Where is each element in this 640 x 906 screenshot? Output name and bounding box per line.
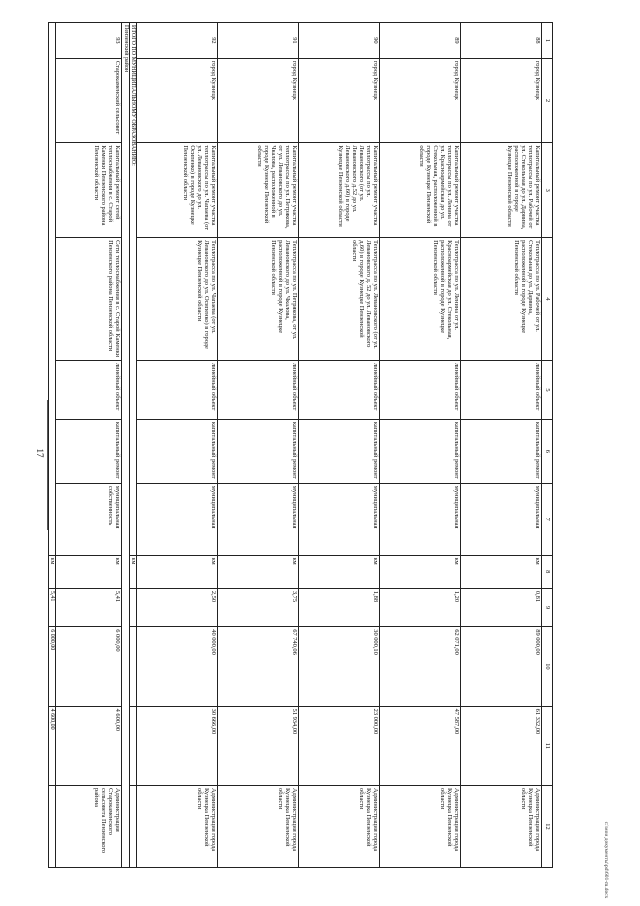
work-cell: Капитальный ремонт участка теплотрассы по ул. Чапаева (от ул. Левановского до ул. Осипенко) в городе Кузнецке Пензенской области xyxy=(137,143,218,238)
total-funds: 4 600,00 xyxy=(48,706,55,785)
table-row xyxy=(218,23,299,868)
object-cell: Теплотрасса по ул. Левановского (от ул. Левановского д. 52 до ул. Левановского д.60) в городе Кузнецке Пензенской области xyxy=(299,238,380,361)
type-cell: линейный объект xyxy=(56,360,122,419)
total-funds xyxy=(129,706,136,785)
ownership-cell: муниципальная xyxy=(137,483,218,555)
header-cell: 12 xyxy=(542,786,553,868)
type-cell: линейный объект xyxy=(299,360,380,419)
work-cell: Капитальный ремонт участка теплотрассы по ул. Петрякова, от ул. Левановского до ул. Чкалова, расположенной в городе Кузнецке Пензенской области xyxy=(218,143,299,238)
kind-cell: капитальный ремонт xyxy=(461,419,542,483)
total-customer xyxy=(48,786,55,868)
locality-cell: город Кузнецк xyxy=(218,58,299,143)
row-number: 93 xyxy=(56,23,122,59)
total-unit: км xyxy=(48,555,55,588)
total-cost xyxy=(129,627,136,706)
row-number: 92 xyxy=(137,23,218,59)
unit-cell: км xyxy=(380,555,461,588)
total-label xyxy=(48,23,55,556)
total-row xyxy=(48,23,55,868)
locality-cell: город Кузнецк xyxy=(137,58,218,143)
ownership-cell: муниципальная xyxy=(461,483,542,555)
header-cell: 2 xyxy=(542,58,553,143)
kind-cell: капитальный ремонт xyxy=(137,419,218,483)
kind-cell: капитальный ремонт xyxy=(56,419,122,483)
ownership-cell: муниципальная собственность xyxy=(56,483,122,555)
work-cell: Капитальный ремонт участка теплотрассы по ул. Левановского (от ул. Левановского д.52 до ул. Левановского д.60) в городе Кузнецке Пензенской области xyxy=(299,143,380,238)
ownership-cell: муниципальная xyxy=(299,483,380,555)
header-cell: 1 xyxy=(542,23,553,59)
total-qty xyxy=(129,588,136,626)
object-cell: Теплотрасса по ул. Петрякова, от ул. Левановского до ул. Чкалова, расположенной в городе Кузнецке Пензенской области xyxy=(218,238,299,361)
total-unit: км xyxy=(129,555,136,588)
cost-cell: 6 000,00 xyxy=(56,627,122,706)
customer-cell: Администрация города Кузнецка Пензенской области xyxy=(461,786,542,868)
kind-cell: капитальный ремонт xyxy=(299,419,380,483)
qty-cell: 2,50 xyxy=(137,588,218,626)
program-table xyxy=(48,22,553,868)
customer-cell: Администрация Старокаменского сельсовета Пензенского района xyxy=(56,786,122,868)
cost-cell: 62 071,00 xyxy=(380,627,461,706)
locality-cell: город Кузнецк xyxy=(380,58,461,143)
total-qty: 5,41 xyxy=(48,588,55,626)
kind-cell: капитальный ремонт xyxy=(380,419,461,483)
work-cell: Капитальный ремонт сетей теплоснабжения в с. Старой Каменки Пензенского района Пензенской области xyxy=(56,143,122,238)
header-cell: 3 xyxy=(542,143,553,238)
section-title: Пензенский район xyxy=(122,23,129,868)
page-number: 17 xyxy=(35,448,45,458)
header-cell: 10 xyxy=(542,627,553,706)
work-cell: Капитальный ремонт участка теплотрассы по ул. Рабочей от ул. Стекольная до ул. Дарвина, расположенной в городе Кузнецке Пензенской области xyxy=(461,143,542,238)
type-cell: линейный объект xyxy=(461,360,542,419)
section-row xyxy=(122,23,129,868)
object-cell: Сети теплоснабжения в с. Старой Каменки Пензенского района Пензенской области xyxy=(56,238,122,361)
cost-cell: 89 000,00 xyxy=(461,627,542,706)
total-row xyxy=(129,23,136,868)
unit-cell: км xyxy=(299,555,380,588)
header-cell: 8 xyxy=(542,555,553,588)
object-cell: Теплотрасса по ул. Рабочей от ул. Стекольная до ул. Дарвина, расположенной в городе Кузнецке Пензенской области xyxy=(461,238,542,361)
qty-cell: 3,75 xyxy=(218,588,299,626)
header-cell: 9 xyxy=(542,588,553,626)
header-cell: 5 xyxy=(542,360,553,419)
type-cell: линейный объект xyxy=(380,360,461,419)
cost-cell: 30 000,10 xyxy=(299,627,380,706)
unit-cell: км xyxy=(56,555,122,588)
table-row xyxy=(461,23,542,868)
row-number: 88 xyxy=(461,23,542,59)
header-cell: 11 xyxy=(542,706,553,785)
cost-cell: 40 000,00 xyxy=(137,627,218,706)
header-cell: 6 xyxy=(542,419,553,483)
locality-cell: город Кузнецк xyxy=(299,58,380,143)
ownership-cell: муниципальная xyxy=(380,483,461,555)
type-cell: линейный объект xyxy=(218,360,299,419)
type-cell: линейный объект xyxy=(137,360,218,419)
footer-file-path: c:\мои документы\pd\601-m.docx xyxy=(603,821,609,899)
work-cell: Капитальный ремонт участка теплотрассы по ул. Ленина от ул. Красноармейская до ул. Стекольная, расположенной в городе Кузнецке Пензенской области xyxy=(380,143,461,238)
customer-cell: Администрация города Кузнецка Пензенской области xyxy=(218,786,299,868)
qty-cell: 1,88 xyxy=(299,588,380,626)
row-number: 90 xyxy=(299,23,380,59)
funds-cell: 51 934,00 xyxy=(218,706,299,785)
table-row xyxy=(299,23,380,868)
funds-cell: 4 600,00 xyxy=(56,706,122,785)
ownership-cell: муниципальная xyxy=(218,483,299,555)
table-row xyxy=(137,23,218,868)
customer-cell: Администрация города Кузнецка Пензенской области xyxy=(299,786,380,868)
row-number: 91 xyxy=(218,23,299,59)
funds-cell: 61 332,00 xyxy=(461,706,542,785)
locality-cell: Старокаменский сельсовет xyxy=(56,58,122,143)
funds-cell: 30 666,00 xyxy=(137,706,218,785)
customer-cell: Администрация города Кузнецка Пензенской области xyxy=(137,786,218,868)
qty-cell: 5,41 xyxy=(56,588,122,626)
total-customer xyxy=(129,786,136,868)
kind-cell: капитальный ремонт xyxy=(218,419,299,483)
total-label: ИТОГО ПО МУНИЦИПАЛЬНОМУ ОБРАЗОВАНИЮ: xyxy=(129,23,136,556)
table-container xyxy=(49,22,553,868)
table-row xyxy=(56,23,122,868)
cost-cell: 67 740,06 xyxy=(218,627,299,706)
funds-cell: 47 587,00 xyxy=(380,706,461,785)
unit-cell: км xyxy=(461,555,542,588)
funds-cell: 23 000,00 xyxy=(299,706,380,785)
unit-cell: км xyxy=(218,555,299,588)
header-row xyxy=(542,23,553,868)
locality-cell: город Кузнецк xyxy=(461,58,542,143)
qty-cell: 0,81 xyxy=(461,588,542,626)
object-cell: Теплотрасса по ул. Ленина от ул. Красноармейская до ул. Стекольная, расположенной в городе Кузнецке Пензенской области xyxy=(380,238,461,361)
qty-cell: 1,20 xyxy=(380,588,461,626)
header-cell: 7 xyxy=(542,483,553,555)
unit-cell: км xyxy=(137,555,218,588)
header-cell: 4 xyxy=(542,238,553,361)
table-row xyxy=(380,23,461,868)
total-cost: 6 000,00 xyxy=(48,627,55,706)
object-cell: Теплотрасса по ул. Чапаева (от ул. Левановского до ул. Осипенко) в городе Кузнецке Пензенской области xyxy=(137,238,218,361)
row-number: 89 xyxy=(380,23,461,59)
customer-cell: Администрация города Кузнецка Пензенской области xyxy=(380,786,461,868)
